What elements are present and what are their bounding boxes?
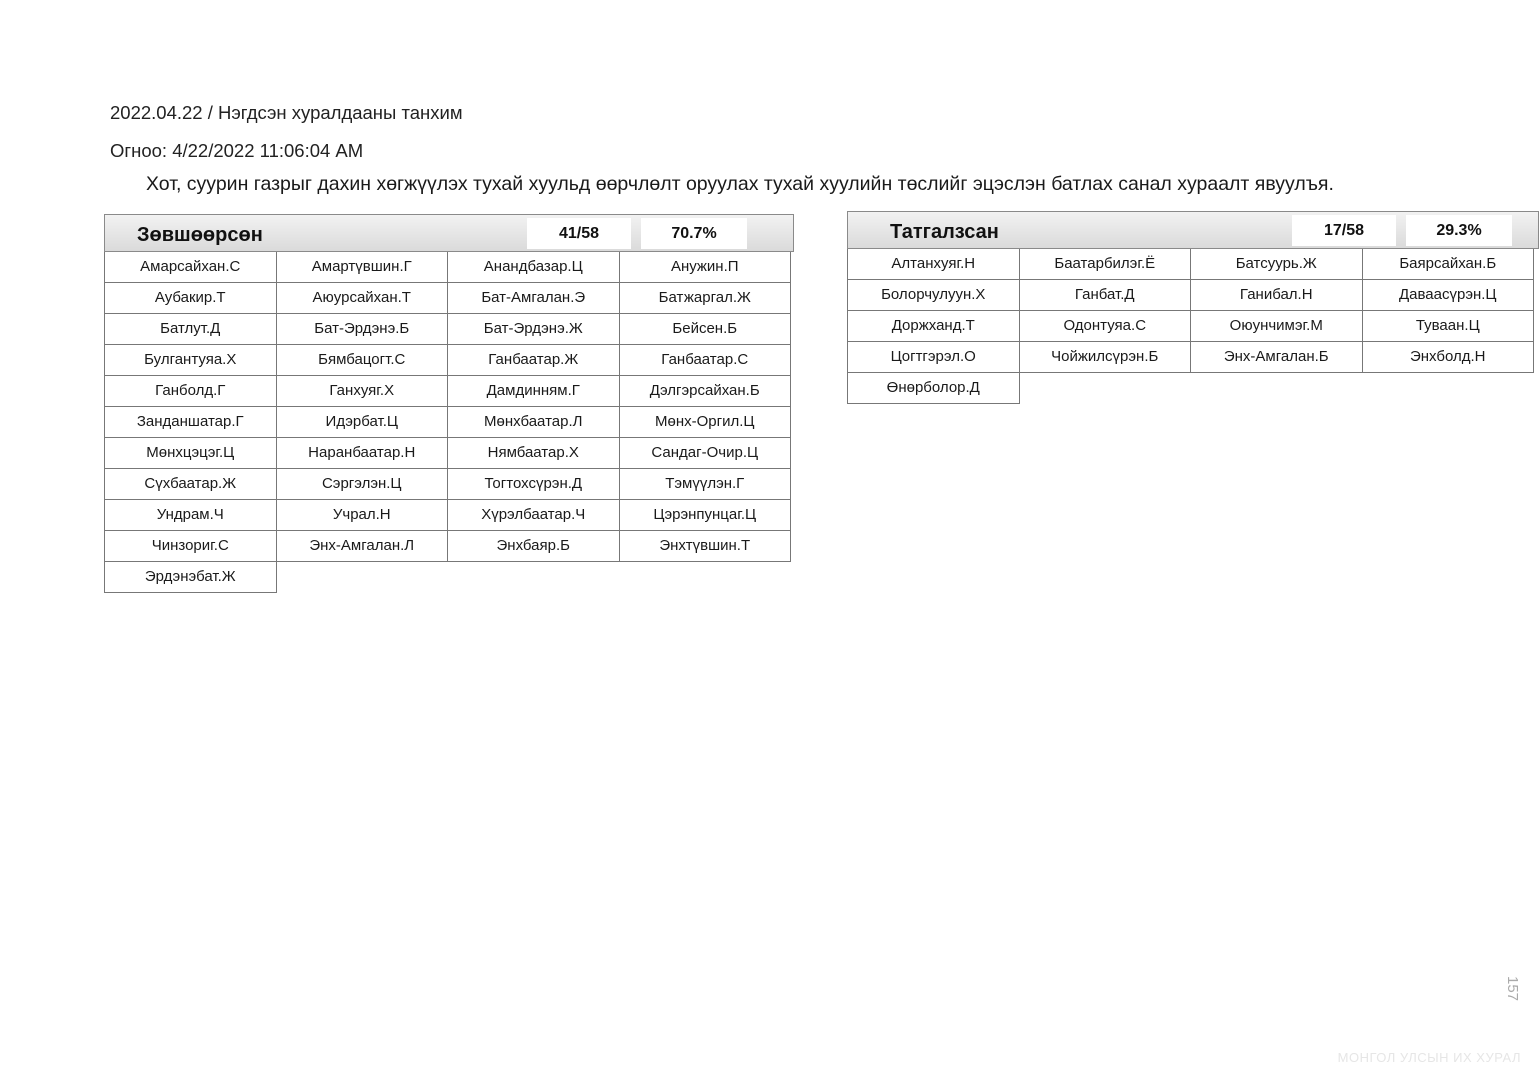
member-cell: Анандбазар.Ц xyxy=(447,251,620,283)
member-cell: Ганбаатар.С xyxy=(619,344,792,376)
member-cell: Сэргэлэн.Ц xyxy=(276,468,449,500)
member-cell: Мөнхбаатар.Л xyxy=(447,406,620,438)
member-cell: Одонтуяа.С xyxy=(1019,310,1192,342)
member-cell: Болорчулуун.Х xyxy=(847,279,1020,311)
member-cell: Булгантуяа.Х xyxy=(104,344,277,376)
session-line: 2022.04.22 / Нэгдсэн хуралдааны танхим xyxy=(110,102,463,123)
watermark: МОНГОЛ УЛСЫН ИХ ХУРАЛ xyxy=(1337,1050,1521,1065)
member-cell: Идэрбат.Ц xyxy=(276,406,449,438)
member-cell: Батлут.Д xyxy=(104,313,277,345)
member-cell: Учрал.Н xyxy=(276,499,449,531)
member-cell: Хүрэлбаатар.Ч xyxy=(447,499,620,531)
member-cell: Туваан.Ц xyxy=(1362,310,1535,342)
member-cell: Аубакир.Т xyxy=(104,282,277,314)
member-cell: Өнөрболор.Д xyxy=(847,372,1020,404)
member-cell: Эрдэнэбат.Ж xyxy=(104,561,277,593)
member-cell: Энхболд.Н xyxy=(1362,341,1535,373)
member-cell: Бат-Эрдэнэ.Ж xyxy=(447,313,620,345)
member-cell: Занданшатар.Г xyxy=(104,406,277,438)
member-cell: Ганболд.Г xyxy=(104,375,277,407)
member-cell: Энх-Амгалан.Л xyxy=(276,530,449,562)
approved-members-grid xyxy=(105,252,794,593)
rejected-members-grid xyxy=(848,249,1539,404)
member-cell: Энхбаяр.Б xyxy=(447,530,620,562)
member-cell: Нямбаатар.Х xyxy=(447,437,620,469)
member-cell: Баярсайхан.Б xyxy=(1362,248,1535,280)
approved-block xyxy=(104,214,794,593)
member-cell: Амартүвшин.Г xyxy=(276,251,449,283)
member-cell: Энх-Амгалан.Б xyxy=(1190,341,1363,373)
rejected-header xyxy=(847,211,1539,249)
member-cell: Дамдинням.Г xyxy=(447,375,620,407)
member-cell: Оюунчимэг.М xyxy=(1190,310,1363,342)
approved-percent: 70.7% xyxy=(641,218,747,249)
member-cell: Мөнхцэцэг.Ц xyxy=(104,437,277,469)
member-cell: Дэлгэрсайхан.Б xyxy=(619,375,792,407)
member-cell: Энхтүвшин.Т xyxy=(619,530,792,562)
approved-header xyxy=(104,214,794,252)
motion-text: Хот, суурин газрыг дахин хөгжүүлэх тухай хуульд өөрчлөлт оруулах тухай хуулийн төслийг эцэслэн батлах санал хураалт явуулъя. xyxy=(146,173,1334,195)
member-cell: Ганбат.Д xyxy=(1019,279,1192,311)
member-cell: Мөнх-Оргил.Ц xyxy=(619,406,792,438)
member-cell: Тэмүүлэн.Г xyxy=(619,468,792,500)
rejected-percent: 29.3% xyxy=(1406,215,1512,246)
member-cell: Ганбаатар.Ж xyxy=(447,344,620,376)
page-number: 157 xyxy=(1503,975,1521,1002)
member-cell: Батжаргал.Ж xyxy=(619,282,792,314)
member-cell: Ундрам.Ч xyxy=(104,499,277,531)
member-cell: Анужин.П xyxy=(619,251,792,283)
member-cell: Баатарбилэг.Ё xyxy=(1019,248,1192,280)
member-cell: Доржханд.Т xyxy=(847,310,1020,342)
approved-count: 41/58 xyxy=(527,218,631,249)
rejected-title: Татгалзсан xyxy=(890,221,999,243)
approved-title: Зөвшөөрсөн xyxy=(137,224,263,246)
member-cell: Тогтохсүрэн.Д xyxy=(447,468,620,500)
rejected-count: 17/58 xyxy=(1292,215,1396,246)
member-cell: Сүхбаатар.Ж xyxy=(104,468,277,500)
vote-date-line: Огноо: 4/22/2022 11:06:04 AM xyxy=(110,140,364,161)
member-cell: Сандаг-Очир.Ц xyxy=(619,437,792,469)
member-cell: Бямбацогт.С xyxy=(276,344,449,376)
member-cell: Бейсен.Б xyxy=(619,313,792,345)
member-cell: Наранбаатар.Н xyxy=(276,437,449,469)
member-cell: Чойжилсүрэн.Б xyxy=(1019,341,1192,373)
member-cell: Ганхуяг.Х xyxy=(276,375,449,407)
member-cell: Цогтгэрэл.О xyxy=(847,341,1020,373)
member-cell: Бат-Амгалан.Э xyxy=(447,282,620,314)
member-cell: Даваасүрэн.Ц xyxy=(1362,279,1535,311)
rejected-block xyxy=(847,211,1539,404)
member-cell: Аюурсайхан.Т xyxy=(276,282,449,314)
member-cell: Чинзориг.С xyxy=(104,530,277,562)
member-cell: Батсуурь.Ж xyxy=(1190,248,1363,280)
member-cell: Амарсайхан.С xyxy=(104,251,277,283)
member-cell: Алтанхуяг.Н xyxy=(847,248,1020,280)
member-cell: Бат-Эрдэнэ.Б xyxy=(276,313,449,345)
member-cell: Цэрэнпунцаг.Ц xyxy=(619,499,792,531)
member-cell: Ганибал.Н xyxy=(1190,279,1363,311)
